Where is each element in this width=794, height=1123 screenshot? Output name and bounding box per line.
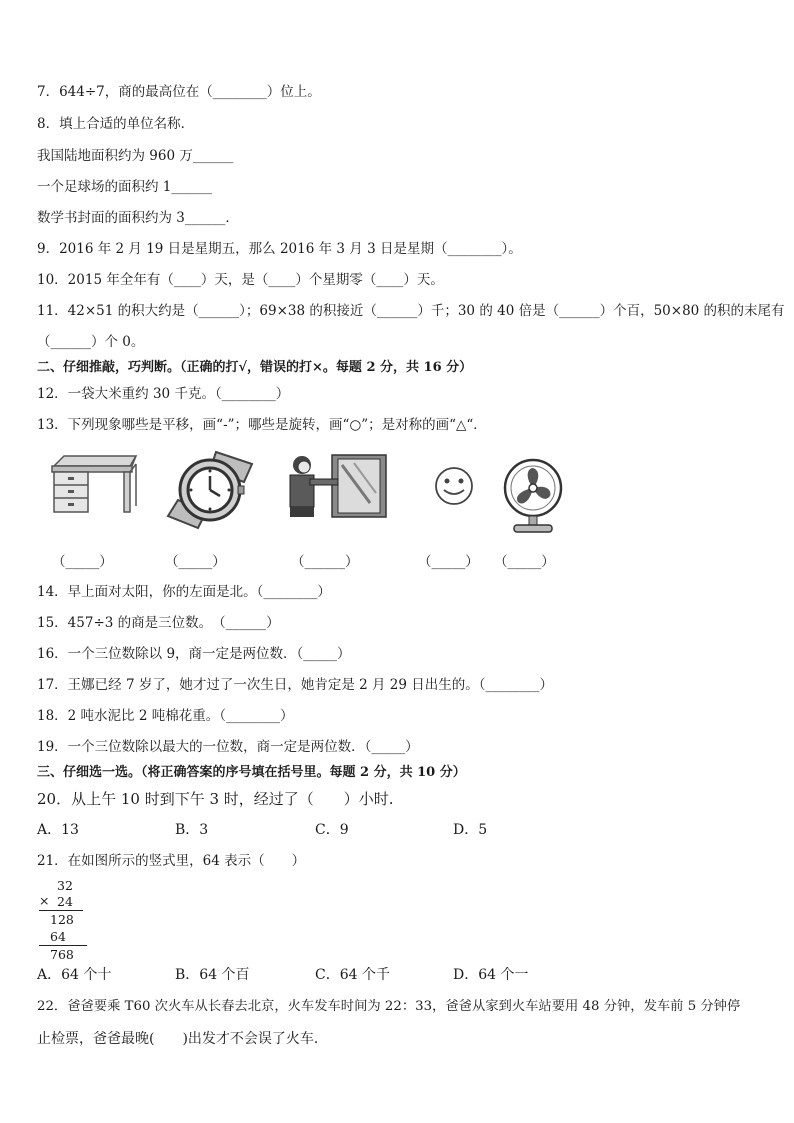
electric-fan-picture (500, 458, 566, 534)
question-12: 12．一袋大米重约 30 千克。（________） (37, 386, 290, 402)
question-8-item-c: 数学书封面的面积约为 3______． (37, 210, 239, 226)
question-22-line1: 22．爸爸要乘 T60 次火车从长春去北京，火车发车时间为 22：33，爸爸从家到火车站要用 48 分钟，发车前 5 分钟停 (37, 999, 741, 1014)
calc-partial-product-1: 128 (50, 912, 74, 927)
window-push-picture (280, 453, 388, 519)
q13-answer-blank-smiley[interactable]: （_____） (418, 554, 479, 570)
question-22-line2: 止检票，爸爸最晚( )出发才不会误了火车． (37, 1031, 328, 1047)
question-8: 8．填上合适的单位名称． (37, 116, 195, 132)
question-9: 9．2016 年 2 月 19 日是星期五，那么 2016 年 3 月 3 日是星期（________）。 (37, 241, 522, 257)
question-16: 16．一个三位数除以 9，商一定是两位数．（_____） (37, 646, 351, 662)
question-7: 7．644÷7，商的最高位在（________）位上。 (37, 84, 321, 100)
watch-picture (160, 450, 260, 530)
question-15: 15．457÷3 的商是三位数。 （______） (37, 615, 280, 631)
q21-option-d[interactable]: D．64 个一 (453, 967, 529, 983)
question-21: 21．在如图所示的竖式里，64 表示（ ） (37, 853, 306, 869)
smiley-face-picture (432, 466, 476, 506)
question-17: 17．王娜已经 7 岁了，她才过了一次生日，她肯定是 2 月 29 日出生的。（________） (37, 677, 554, 693)
question-14: 14．早上面对太阳，你的左面是北。（________） (37, 584, 331, 600)
q20-option-b[interactable]: B．3 (175, 822, 209, 838)
q21-option-c[interactable]: C．64 个千 (315, 967, 390, 983)
q13-answer-blank-fan[interactable]: （_____） (494, 554, 555, 570)
q21-option-a[interactable]: A．64 个十 (37, 967, 112, 983)
question-11-line1: 11．42×51 的积大约是（______）；69×38 的积接近（______）千；30 的 40 倍是（______）个百，50×80 的积的末尾有 (37, 303, 785, 319)
q13-answer-blank-desk[interactable]: （_____） (52, 554, 113, 570)
calc-multiplier: 24 (57, 894, 73, 909)
section-2-heading: 二、仔细推敲，巧判断。（正确的打√，错误的打×。每题 2 分，共 16 分） (37, 360, 473, 375)
question-20: 20．从上午 10 时到下午 3 时，经过了（ ）小时. (37, 790, 394, 808)
calc-rule-1 (39, 910, 83, 911)
q13-answer-blank-window[interactable]: （______） (291, 554, 359, 570)
q20-option-a[interactable]: A．13 (37, 822, 79, 838)
q20-option-d[interactable]: D．5 (453, 822, 488, 838)
question-11-line2: （______）个 0。 (37, 334, 145, 350)
question-10: 10．2015 年全年有（____）天，是（____）个星期零（____）天。 (37, 272, 444, 288)
calc-result: 768 (50, 947, 74, 962)
question-8-item-a: 我国陆地面积约为 960 万______ (37, 148, 234, 164)
calc-partial-product-2: 64 (50, 929, 66, 944)
q20-option-c[interactable]: C．9 (315, 822, 349, 838)
q21-option-b[interactable]: B．64 个百 (175, 967, 250, 983)
question-13: 13．下列现象哪些是平移，画“-”；哪些是旋转，画“○”；是对称的画“△“． (37, 417, 487, 433)
desk-picture (48, 452, 140, 518)
question-19: 19．一个三位数除以最大的一位数，商一定是两位数．（_____） (37, 739, 419, 755)
question-8-item-b: 一个足球场的面积约 1______ (37, 179, 212, 195)
section-3-heading: 三、仔细选一选。（将正确答案的序号填在括号里。每题 2 分，共 10 分） (37, 765, 466, 780)
calc-multiplicand: 32 (57, 878, 73, 893)
question-18: 18．2 吨水泥比 2 吨棉花重。（________） (37, 708, 294, 724)
q13-answer-blank-watch[interactable]: （_____） (165, 554, 226, 570)
calc-rule-2 (39, 945, 87, 946)
calc-times-sign: × (39, 893, 50, 908)
